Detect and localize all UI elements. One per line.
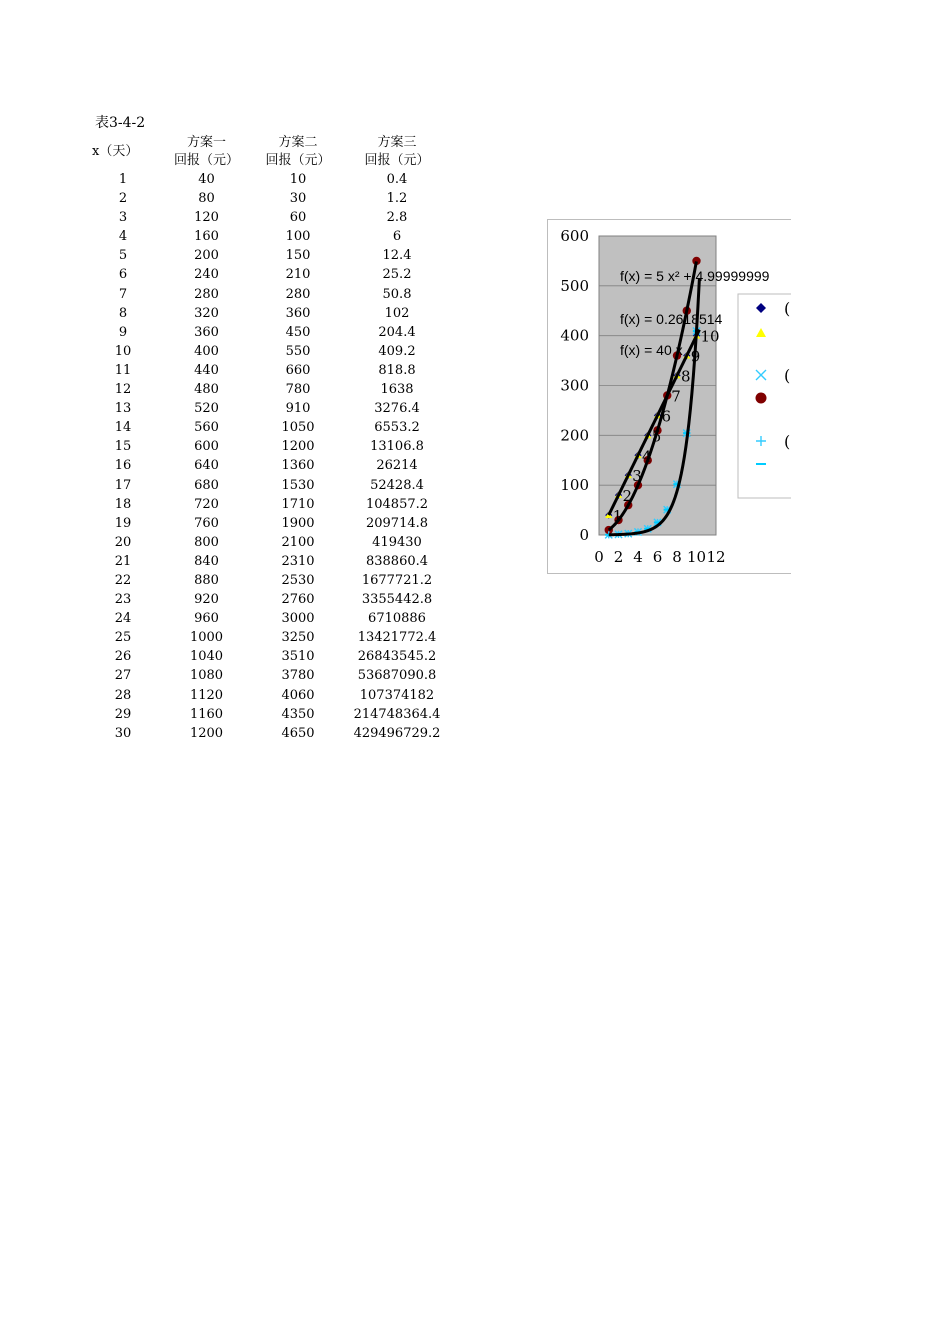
- cell-plan-1: 400: [194, 343, 219, 359]
- cell-x: 2: [118, 191, 128, 207]
- table-row: [84, 437, 449, 456]
- cell-plan-2: 2530: [281, 572, 315, 588]
- cell-plan-3: 26843545.2: [357, 649, 437, 665]
- table-row: [84, 647, 449, 666]
- table-row: [84, 285, 449, 304]
- cell-x: 7: [118, 286, 128, 302]
- y-tick-label: 200: [560, 426, 589, 445]
- point-label: 7: [671, 387, 681, 406]
- cell-plan-1: 600: [194, 439, 219, 455]
- cell-plan-1: 1200: [189, 725, 224, 741]
- cell-plan-1: 240: [194, 267, 219, 283]
- cell-plan-1: 720: [194, 496, 219, 512]
- cell-plan-2: 280: [285, 286, 311, 302]
- x-tick-label: 6: [652, 548, 663, 566]
- cell-plan-3: 13106.8: [370, 439, 424, 455]
- table-row: [84, 686, 449, 705]
- cell-x: 3: [118, 210, 128, 226]
- cell-plan-1: 1160: [189, 706, 224, 722]
- scatter-chart: [548, 220, 791, 573]
- cell-plan-3: 25.2: [382, 267, 412, 283]
- cell-plan-2: 4350: [281, 706, 315, 722]
- cell-plan-2: 3250: [281, 630, 315, 646]
- legend-label: (: [784, 432, 791, 451]
- point-label: 9: [690, 347, 701, 366]
- cell-x: 10: [114, 343, 132, 359]
- y-tick-label: 0: [579, 526, 589, 544]
- table-caption: 表3-4-2: [95, 115, 146, 131]
- table-row: [84, 208, 449, 227]
- cell-x: 4: [118, 229, 128, 245]
- cell-x: 25: [114, 630, 132, 646]
- cell-plan-3: 2.8: [386, 210, 408, 226]
- cell-plan-2: 2100: [281, 534, 315, 550]
- table-row: [84, 189, 449, 208]
- cell-plan-2: 4650: [281, 725, 315, 741]
- cell-x: 20: [114, 534, 132, 550]
- cell-plan-2: 4060: [281, 687, 315, 703]
- cell-x: 15: [114, 439, 132, 455]
- table-row: [84, 476, 449, 495]
- cell-plan-1: 1000: [189, 630, 224, 646]
- x-axis-tick-labels: [594, 548, 725, 566]
- cell-x: 23: [114, 592, 132, 608]
- cell-plan-2: 550: [285, 343, 311, 359]
- cell-plan-1: 520: [194, 401, 219, 417]
- x-tick-label: 0: [594, 548, 604, 566]
- table-row: [84, 380, 449, 399]
- trendline-equation: f(x) = 0.2618514: [620, 311, 723, 327]
- cell-x: 28: [114, 687, 132, 703]
- table-row: [84, 533, 449, 552]
- point-label: 5: [651, 427, 662, 446]
- cell-plan-1: 440: [194, 362, 219, 378]
- cell-plan-2: 2760: [281, 592, 315, 608]
- point-label: 4: [642, 447, 652, 466]
- cell-plan-3: 26214: [376, 458, 418, 474]
- cell-plan-2: 150: [285, 248, 311, 264]
- cell-x: 16: [114, 458, 132, 474]
- cell-plan-3: 102: [384, 305, 410, 321]
- cell-plan-3: 52428.4: [370, 477, 424, 493]
- table-row: [84, 265, 449, 284]
- point-label: 8: [681, 367, 691, 386]
- cell-x: 19: [114, 515, 132, 531]
- table-row: [84, 552, 449, 571]
- cell-plan-1: 320: [194, 305, 219, 321]
- cell-x: 30: [114, 725, 132, 741]
- cell-plan-2: 450: [285, 324, 311, 340]
- cell-plan-3: 3276.4: [374, 401, 420, 417]
- cell-plan-1: 960: [194, 611, 219, 627]
- cell-plan-3: 818.8: [378, 362, 416, 378]
- header-plan-3-unit: 回报（元）: [364, 153, 430, 168]
- header-plan-2-unit: 回报（元）: [265, 153, 331, 168]
- cell-x: 18: [114, 496, 132, 512]
- cell-plan-2: 660: [285, 362, 311, 378]
- point-label: 10: [700, 327, 720, 346]
- table-row: [84, 705, 449, 724]
- legend-label: (: [784, 366, 791, 385]
- cell-plan-2: 3780: [281, 668, 315, 684]
- table-row: [84, 246, 449, 265]
- cell-plan-2: 1200: [281, 439, 315, 455]
- cell-plan-3: 1677721.2: [361, 572, 433, 588]
- y-tick-label: 600: [560, 227, 589, 245]
- cell-plan-3: 6710886: [368, 611, 426, 627]
- table-row: [84, 628, 449, 647]
- cell-plan-3: 13421772.4: [357, 630, 437, 646]
- cell-x: 8: [118, 305, 128, 321]
- cell-plan-1: 840: [194, 553, 219, 569]
- cell-x: 6: [118, 267, 128, 283]
- cell-plan-3: 6: [392, 229, 402, 245]
- table-row: [84, 724, 449, 743]
- cell-plan-1: 40: [198, 172, 215, 187]
- cell-plan-3: 6553.2: [374, 420, 420, 436]
- point-label: 6: [661, 407, 672, 426]
- y-tick-label: 300: [560, 376, 589, 395]
- cell-x: 13: [114, 401, 132, 417]
- cell-plan-2: 30: [289, 191, 307, 207]
- cell-plan-3: 53687090.8: [357, 668, 437, 684]
- table-row: [84, 170, 449, 189]
- trendline-equation: f(x) = 40 x: [620, 342, 683, 358]
- cell-x: 5: [118, 248, 128, 264]
- cell-plan-2: 60: [289, 210, 307, 226]
- cell-x: 17: [114, 477, 132, 493]
- y-tick-label: 500: [560, 276, 589, 295]
- cell-plan-2: 1710: [281, 496, 315, 512]
- cell-plan-2: 910: [285, 401, 311, 417]
- cell-plan-2: 360: [285, 305, 311, 321]
- header-plan-3: 方案三: [377, 135, 417, 150]
- cell-plan-2: 3510: [281, 649, 315, 665]
- table-row: [84, 666, 449, 685]
- cell-plan-3: 419430: [372, 534, 422, 550]
- cell-plan-3: 1.2: [386, 191, 408, 207]
- legend-label: (: [784, 299, 791, 318]
- cell-plan-3: 409.2: [378, 343, 416, 359]
- header-x: x（天）: [92, 144, 139, 159]
- table-header-row: [84, 134, 449, 152]
- header-plan-1-unit: 回报（元）: [173, 153, 239, 168]
- cell-plan-3: 0.4: [386, 172, 408, 187]
- x-tick-label: 4: [633, 548, 643, 566]
- cell-plan-3: 12.4: [382, 248, 412, 264]
- cell-plan-3: 1638: [380, 382, 414, 398]
- cell-x: 29: [114, 706, 132, 722]
- cell-plan-2: 1360: [281, 458, 315, 474]
- cell-x: 12: [114, 382, 132, 398]
- legend-marker: [756, 393, 767, 404]
- cell-plan-2: 2310: [281, 553, 315, 569]
- x-tick-label: 8: [672, 548, 682, 566]
- point-label: 2: [622, 487, 633, 506]
- cell-x: 21: [114, 553, 132, 569]
- y-axis-tick-labels: [560, 227, 589, 544]
- header-plan-2: 方案二: [278, 135, 318, 150]
- cell-plan-1: 640: [194, 458, 219, 474]
- cell-plan-3: 838860.4: [365, 553, 429, 569]
- cell-plan-1: 200: [194, 248, 219, 264]
- cell-plan-1: 120: [194, 210, 219, 226]
- x-tick-label: 10: [686, 548, 707, 566]
- cell-plan-1: 360: [194, 324, 219, 340]
- cell-plan-3: 107374182: [359, 687, 435, 703]
- table-row: [84, 418, 449, 437]
- table-body: [84, 170, 449, 743]
- cell-plan-1: 80: [198, 191, 215, 207]
- y-tick-label: 100: [560, 476, 589, 495]
- cell-plan-2: 100: [285, 229, 311, 245]
- returns-table: [84, 134, 449, 743]
- table-row: [84, 227, 449, 246]
- cell-x: 27: [114, 668, 132, 684]
- cell-plan-1: 160: [194, 229, 219, 245]
- table-row: [84, 323, 449, 342]
- table-row: [84, 399, 449, 418]
- cell-plan-2: 1900: [281, 515, 315, 531]
- cell-x: 22: [114, 572, 132, 588]
- cell-plan-1: 800: [194, 534, 219, 550]
- table-row: [84, 361, 449, 380]
- y-tick-label: 400: [560, 326, 589, 345]
- table-row: [84, 609, 449, 628]
- cell-plan-1: 680: [194, 477, 219, 493]
- table-row: [84, 495, 449, 514]
- header-plan-1: 方案一: [186, 135, 226, 150]
- cell-plan-3: 3355442.8: [361, 592, 433, 608]
- cell-plan-3: 214748364.4: [353, 706, 441, 722]
- cell-plan-2: 210: [285, 267, 311, 283]
- point-label: 1: [612, 507, 623, 526]
- table-row: [84, 571, 449, 590]
- cell-plan-3: 50.8: [382, 286, 412, 302]
- cell-x: 11: [114, 362, 132, 378]
- table-row: [84, 514, 449, 533]
- cell-x: 14: [114, 420, 132, 436]
- table-row: [84, 590, 449, 609]
- cell-plan-1: 920: [194, 592, 219, 608]
- cell-plan-1: 1080: [189, 668, 224, 684]
- cell-plan-1: 280: [194, 286, 219, 302]
- cell-plan-2: 1050: [281, 420, 315, 436]
- x-tick-label: 12: [706, 548, 726, 566]
- cell-plan-1: 760: [194, 515, 219, 531]
- cell-x: 9: [118, 324, 128, 340]
- cell-plan-2: 1530: [281, 477, 315, 493]
- x-tick-label: 2: [613, 548, 624, 566]
- chart-area[interactable]: [547, 219, 791, 574]
- cell-plan-1: 1120: [189, 687, 224, 703]
- cell-plan-1: 1040: [189, 649, 224, 665]
- cell-plan-3: 209714.8: [365, 515, 429, 531]
- table-row: [84, 342, 449, 361]
- cell-plan-2: 3000: [281, 611, 315, 627]
- cell-x: 26: [114, 649, 132, 665]
- cell-plan-3: 104857.2: [365, 496, 429, 512]
- point-label: 3: [632, 467, 642, 486]
- cell-plan-2: 10: [289, 172, 307, 187]
- cell-plan-3: 204.4: [378, 324, 416, 340]
- cell-plan-3: 429496729.2: [353, 725, 441, 741]
- cell-plan-1: 560: [194, 420, 219, 436]
- cell-plan-2: 780: [285, 382, 311, 398]
- cell-x: 24: [114, 611, 132, 627]
- cell-plan-1: 480: [194, 382, 219, 398]
- trendline-equation: f(x) = 5 x² + 4.99999999: [620, 268, 770, 284]
- table-row: [84, 456, 449, 475]
- cell-x: 1: [118, 172, 128, 187]
- cell-plan-1: 880: [194, 572, 219, 588]
- table-row: [84, 304, 449, 323]
